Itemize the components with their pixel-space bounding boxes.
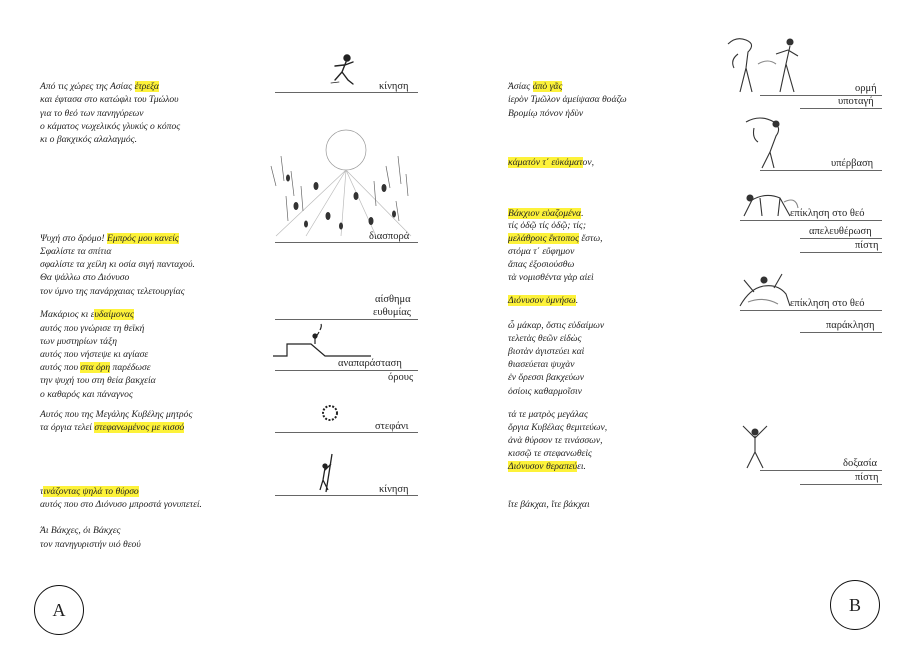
poem-line <box>40 272 129 284</box>
line-text: αυτός που στο Διόνυσο μπροστά γονυπετεί. <box>40 499 202 510</box>
poem-line <box>40 375 156 387</box>
line-text: Από τις χώρες της Ασίας <box>40 81 135 92</box>
rule <box>275 319 418 320</box>
line-text: τίς ὁδῷ τίς ὁδῷ; τίς; <box>508 220 587 231</box>
line-text: κι ο βακχικός αλαλαγμός. <box>40 134 137 145</box>
poem-line <box>40 81 159 93</box>
poem-line <box>40 409 192 421</box>
line-text: ἐν ὄρεσσι βακχεύων <box>508 372 585 383</box>
line-text: ἴτε βάκχαι, ἴτε βάκχαι <box>508 499 590 510</box>
line-text: Ἀσίας <box>508 81 533 92</box>
poem-line <box>40 323 144 335</box>
line-text: Σφαλίστε τα σπίτια <box>40 246 112 257</box>
poem-line <box>508 422 607 434</box>
poem-line <box>40 539 141 551</box>
thyrsus-figure-sketch <box>316 452 342 494</box>
label-pisti-1: πίστη <box>855 240 879 251</box>
line-text: τα όργια τελεί <box>40 422 95 433</box>
poem-line <box>40 525 120 537</box>
highlighted-text: ἀπὸ γᾶς <box>532 81 563 92</box>
poem-line <box>40 349 148 361</box>
poem-line <box>508 320 604 332</box>
poem-line <box>40 246 111 258</box>
poem-line <box>40 389 133 401</box>
kneeling-figure-sketch <box>734 268 796 310</box>
poem-line <box>40 108 144 120</box>
poem-line <box>508 359 575 371</box>
line-text: Βρομίῳ πόνον ἡδὺν <box>508 108 584 119</box>
label-paraklisi: παράκληση <box>826 320 875 331</box>
label-pisti-2: πίστη <box>855 472 879 483</box>
line-text: στόμα τ΄ εὔφημον <box>508 246 575 257</box>
poem-line <box>40 233 179 245</box>
label-orous: όρους <box>388 372 414 383</box>
highlighted-text: Βάκχιον εὐαζομένα <box>508 208 582 219</box>
poem-line <box>508 233 603 245</box>
label-anaparastasi: αναπαράσταση <box>338 358 402 369</box>
running-figure-sketch <box>325 52 361 88</box>
poem-line <box>40 486 139 498</box>
highlighted-text: Εμπρός μου κανείς <box>106 233 179 244</box>
line-text: ὦ μάκαρ, ὅστις εὐδαίμων <box>508 320 605 331</box>
wreath-sketch <box>320 403 340 423</box>
poem-line <box>40 121 180 133</box>
poem-line <box>508 208 584 220</box>
poem-line <box>508 94 627 106</box>
line-text: τον ύμνο της πανάρχαιας τελετουργίας <box>40 286 185 297</box>
poem-line <box>508 461 586 473</box>
poem-line <box>508 246 574 258</box>
line-text: Μακάριος κι ε <box>40 309 95 320</box>
poem-line <box>508 295 578 307</box>
line-text: για το θεό των πανηγύρεων <box>40 108 144 119</box>
poem-line <box>40 422 184 434</box>
label-kinisi-1: κίνηση <box>379 81 409 92</box>
line-text: θιασεύεται ψυχὰν <box>508 359 575 370</box>
line-text: τ <box>40 486 44 497</box>
line-text: τελετὰς θεῶν εἰδὼς <box>508 333 582 344</box>
line-text: και έφτασα στο κατώφλι του Τμώλου <box>40 94 179 105</box>
line-text: αυτός που γνώρισε τη θεϊκή <box>40 323 145 334</box>
label-doxasia: δοξασία <box>843 458 877 469</box>
rule <box>800 484 882 485</box>
poem-line <box>508 448 592 460</box>
highlighted-text: Διόνυσον ὑμνήσω <box>508 295 576 306</box>
label-ormi: ορμή <box>855 83 877 94</box>
poem-line <box>508 259 574 271</box>
line-text: βιοτὰν ἁγιστεύει καὶ <box>508 346 585 357</box>
highlighted-text: στεφανωμένος με κισσό <box>94 422 185 433</box>
poem-line <box>40 259 195 271</box>
label-stefani: στεφάνι <box>375 421 409 432</box>
line-text: αυτός που νήστεψε κι αγίασε <box>40 349 149 360</box>
line-text: παρέδωσε <box>110 362 151 373</box>
poem-line <box>40 362 151 374</box>
line-text: την ψυχή του στη θεία βακχεία <box>40 375 156 386</box>
line-text: ον, <box>582 157 594 168</box>
line-text: ἔστω, <box>578 233 603 244</box>
line-text: τά τε ματρὸς μεγάλας <box>508 409 588 420</box>
rule <box>740 220 882 221</box>
poem-line <box>40 286 185 298</box>
rule <box>275 495 418 496</box>
crawling-figure-sketch <box>740 186 802 220</box>
line-text: Αυτός που της Μεγάλης Κυβέλης μητρός <box>40 409 193 420</box>
line-text: ὁσίοις καθαρμοῖσιν <box>508 386 582 397</box>
highlighted-text: στα όρη <box>80 362 111 373</box>
line-text: σφαλίστε τα χείλη κι οσία σιγή πανταχού. <box>40 259 195 270</box>
poem-line <box>508 272 594 284</box>
rule <box>275 242 418 243</box>
highlighted-text: ινάζοντας ψηλά το θύρσο <box>43 486 139 497</box>
bending-figure-sketch <box>740 112 788 170</box>
highlighted-text: κάματόν τ΄ εὐκάματ <box>508 157 583 168</box>
poem-line <box>508 499 590 511</box>
rule <box>800 332 882 333</box>
poem-line <box>508 333 581 345</box>
highlighted-text: υδαίμονας <box>94 309 134 320</box>
rule <box>275 92 418 93</box>
line-text: ει. <box>577 461 586 472</box>
line-text: . <box>581 208 584 219</box>
label-epiklisi-2: επίκληση στο θεό <box>790 298 865 309</box>
label-ypervasi: υπέρβαση <box>831 158 874 169</box>
poem-line <box>508 108 583 120</box>
poem-line <box>508 81 562 93</box>
poem-line <box>508 372 584 384</box>
poem-line <box>508 157 594 169</box>
crowd-sun-sketch <box>266 126 416 241</box>
poem-line <box>508 435 603 447</box>
label-ypotagi: υποταγή <box>838 96 874 107</box>
rule <box>800 252 882 253</box>
rule <box>740 310 882 311</box>
two-figures-sketch <box>718 34 806 96</box>
highlighted-text: Διόνυσον θεραπεύ <box>508 461 578 472</box>
poem-line <box>40 336 117 348</box>
rule <box>275 370 418 371</box>
line-text: τὰ νομισθέντα γὰρ αἰεὶ <box>508 272 594 283</box>
rule <box>760 470 882 471</box>
line-text: ἀνὰ θύρσον τε τινάσσων, <box>508 435 603 446</box>
label-diaspora: διασπορά <box>369 231 410 242</box>
rule <box>800 108 882 109</box>
rule <box>800 238 882 239</box>
rule <box>760 170 882 171</box>
line-text: ο καθαρός και πάναγνος <box>40 389 133 400</box>
line-text: ἱερὸν Τμῶλον ἀμείψασα θοάζω <box>508 94 627 105</box>
line-text: Άι Βάκχες, όι Βάκχες <box>40 525 121 536</box>
line-text: Θα ψάλλω στο Διόνυσο <box>40 272 130 283</box>
label-euthymias: ευθυμίας <box>373 307 411 318</box>
line-text: Ψυχή στο δρόμο! <box>40 233 107 244</box>
line-text: . <box>575 295 579 306</box>
poem-line <box>40 94 179 106</box>
line-text: τον πανηγυριστήν υιό θεού <box>40 539 141 550</box>
line-text: ο κάματος νωχελικός γλυκύς ο κόπος <box>40 121 181 132</box>
poem-line <box>508 386 582 398</box>
label-apeleftherosi: απελευθέρωση <box>809 226 872 237</box>
page-marker-b: B <box>830 580 880 630</box>
poem-line <box>508 409 588 421</box>
line-text: ἅπας ἐξοσιούσθω <box>508 259 575 270</box>
highlighted-text: έτρεξα <box>134 81 159 92</box>
poem-line <box>40 309 134 321</box>
label-epiklisi-1: επίκληση στο θεό <box>790 208 865 219</box>
highlighted-text: μελάθροις ἔκτοπος <box>508 233 579 244</box>
poem-line <box>508 220 586 232</box>
rule <box>275 432 418 433</box>
poem-line <box>508 346 584 358</box>
line-text: ὄργια Κυβέλας θεμιτεύων, <box>508 422 608 433</box>
poem-line <box>40 499 202 511</box>
poem-line <box>40 134 137 146</box>
label-kinisi-2: κίνηση <box>379 484 409 495</box>
label-aisthima: αίσθημα <box>375 294 411 305</box>
page-marker-a: A <box>34 585 84 635</box>
praying-figure-sketch <box>735 420 775 470</box>
line-text: κισσῷ τε στεφανωθεὶς <box>508 448 592 459</box>
mountain-figure-sketch <box>273 322 373 360</box>
line-text: αυτός που <box>40 362 81 373</box>
line-text: των μυστηρίων τάξη <box>40 336 118 347</box>
